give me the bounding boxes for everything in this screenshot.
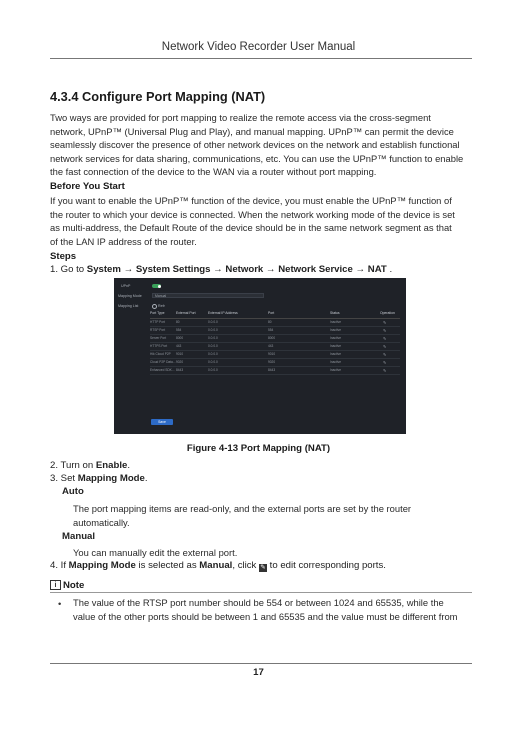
- nat-settings-screenshot: [114, 278, 406, 434]
- external-port-cell: 8443: [176, 368, 184, 372]
- save-button[interactable]: Save: [151, 419, 173, 425]
- step-2-prefix: 2. Turn on: [50, 460, 96, 471]
- step-3-suffix: .: [144, 473, 148, 484]
- status-cell: Inactive: [330, 344, 341, 348]
- manual-heading: Manual: [62, 531, 96, 542]
- edit-icon[interactable]: ✎: [383, 368, 387, 373]
- status-cell: Inactive: [330, 328, 341, 332]
- before-start-paragraph: [50, 194, 472, 248]
- step-2-suffix: .: [127, 460, 131, 471]
- external-port-cell: 9020: [176, 360, 184, 364]
- step-3-bold: Mapping Mode: [77, 473, 145, 484]
- before-start-line: of the LAN IP address of the router.: [50, 235, 197, 247]
- table-row: [150, 359, 400, 367]
- intro-line: Two ways are provided for port mapping to realize the remote access via the cross-segment: [50, 112, 431, 123]
- col-external-ip: External IP Address: [208, 311, 238, 315]
- step-4: [50, 559, 480, 572]
- external-ip-cell: 0.0.0.0: [208, 360, 218, 364]
- upnp-label: UPnP: [121, 284, 131, 288]
- port-cell: 9010: [268, 352, 276, 356]
- port-type-cell: HTTPS Port: [150, 344, 168, 348]
- page-header: Network Video Recorder User Manual: [161, 41, 356, 53]
- external-port-cell: 554: [176, 328, 182, 332]
- step-2-bold: Enable: [95, 460, 128, 471]
- status-cell: Inactive: [330, 336, 341, 340]
- step-3-prefix: 3. Set: [50, 473, 78, 484]
- step-1-prefix: 1. Go to: [50, 264, 87, 275]
- auto-heading: Auto: [62, 486, 84, 497]
- intro-paragraph: [50, 111, 472, 179]
- before-start-heading: Before You Start: [50, 181, 125, 192]
- port-cell: 8443: [268, 368, 276, 372]
- mapping-mode-select[interactable]: Manual: [152, 293, 264, 298]
- footer-rule: [50, 663, 472, 664]
- refresh-radio[interactable]: [152, 304, 157, 309]
- step-4-mid2: , click: [232, 560, 260, 571]
- external-ip-cell: 0.0.0.0: [208, 344, 218, 348]
- before-start-line: the router to which your device is connected. When the network working mode of the device is set: [50, 208, 455, 220]
- before-start-line: as multi-address, the Default Route of the device should be in the same network segment as that: [50, 222, 452, 233]
- note-label: Note: [63, 580, 85, 591]
- edit-icon[interactable]: ✎: [383, 328, 387, 333]
- port-cell: 554: [268, 328, 274, 332]
- port-cell: 80: [268, 320, 272, 324]
- before-start-line: If you want to enable the UPnP™ function of the device, you must enable the UPnP™ function of: [50, 195, 452, 206]
- step-4-bold-mode: Mapping Mode: [68, 560, 136, 571]
- external-ip-cell: 0.0.0.0: [208, 368, 218, 372]
- table-row: [150, 351, 400, 359]
- header-rule: [50, 58, 472, 59]
- step-2: [50, 459, 480, 472]
- note-line: The value of the RTSP port number should be 554 or between 1024 and 65535, while the: [73, 597, 444, 608]
- table-row: [150, 367, 400, 375]
- step-4-mid: is selected as: [135, 560, 200, 571]
- intro-line: seamlessly discover the presence of other network devices on the network and establish functional: [50, 139, 460, 150]
- mapping-mode-label: Mapping Mode: [118, 294, 142, 298]
- external-port-cell: 80: [176, 320, 180, 324]
- col-status: Status: [330, 311, 340, 315]
- status-cell: Inactive: [330, 320, 341, 324]
- step-4-bold-manual: Manual: [199, 560, 233, 571]
- port-type-cell: Enhanced SDK...: [150, 368, 175, 372]
- port-type-cell: RTSP Port: [150, 328, 166, 332]
- page-number: 17: [253, 667, 264, 678]
- port-type-cell: Server Port: [150, 336, 167, 340]
- intro-line: network, UPnP™ (Universal Plug and Play), and manual mapping. UPnP™ can permit the device: [50, 125, 454, 137]
- intro-line: the fast connection of the device to the WAN via a router without port mapping.: [50, 166, 377, 177]
- step-1: [50, 263, 480, 276]
- mapping-list-label: Mapping List: [118, 304, 139, 308]
- edit-icon[interactable]: ✎: [383, 344, 387, 349]
- note-line: value of the other ports should be between 1 and 65535 and the value must be different from: [73, 610, 458, 622]
- external-ip-cell: 0.0.0.0: [208, 336, 218, 340]
- external-ip-cell: 0.0.0.0: [208, 328, 218, 332]
- port-type-cell: HTTP Port: [150, 320, 165, 324]
- figure-caption: Figure 4-13 Port Mapping (NAT): [186, 443, 331, 454]
- note-text: [73, 596, 473, 623]
- note-icon: i: [50, 580, 61, 590]
- col-port: Port: [268, 311, 275, 315]
- step-4-suffix: to edit corresponding ports.: [267, 560, 386, 571]
- note-rule: [50, 592, 472, 593]
- external-ip-cell: 0.0.0.0: [208, 320, 218, 324]
- external-port-cell: 8000: [176, 336, 184, 340]
- manual-line: You can manually edit the external port.: [73, 547, 238, 558]
- step-3: [50, 472, 480, 485]
- external-port-cell: 9010: [176, 352, 184, 356]
- table-row: [150, 319, 400, 327]
- step-1-suffix: .: [386, 264, 393, 275]
- status-cell: Inactive: [330, 368, 341, 372]
- col-external-port: External Port: [176, 311, 196, 315]
- steps-heading: Steps: [50, 251, 77, 262]
- edit-icon[interactable]: ✎: [383, 320, 387, 325]
- external-ip-cell: 0.0.0.0: [208, 352, 218, 356]
- table-row: [150, 343, 400, 351]
- port-type-cell: Cloud P2P Data...: [150, 360, 176, 364]
- step-4-prefix: 4. If: [50, 560, 69, 571]
- bullet-icon: •: [58, 598, 62, 609]
- upnp-toggle[interactable]: [152, 284, 161, 288]
- table-row: [150, 327, 400, 335]
- auto-line: automatically.: [73, 516, 130, 528]
- table-header-row: [150, 311, 400, 319]
- port-cell: 9020: [268, 360, 276, 364]
- edit-icon[interactable]: ✎: [383, 352, 387, 357]
- status-cell: Inactive: [330, 352, 341, 356]
- edit-icon[interactable]: ✎: [383, 336, 387, 341]
- intro-line: network services for data sharing, communications, etc. You can use the UPnP™ function to enable: [50, 152, 464, 164]
- auto-line: The port mapping items are read-only, and the external ports are set by the router: [73, 503, 412, 514]
- port-type-cell: Hik Cloud P2P: [150, 352, 171, 356]
- port-cell: 443: [268, 344, 274, 348]
- table-row: [150, 335, 400, 343]
- section-title: 4.3.4 Configure Port Mapping (NAT): [50, 89, 266, 104]
- port-cell: 8000: [268, 336, 276, 340]
- col-operation: Operation: [380, 311, 395, 315]
- edit-icon[interactable]: ✎: [383, 360, 387, 365]
- manual-description: [73, 546, 473, 560]
- col-port-type: Port Type: [150, 311, 165, 315]
- refresh-label: Refr: [158, 304, 165, 308]
- external-port-cell: 443: [176, 344, 182, 348]
- edit-icon: ✎: [260, 564, 266, 571]
- status-cell: Inactive: [330, 360, 341, 364]
- step-1-path: System → System Settings → Network → Network Service → NAT: [86, 264, 387, 275]
- auto-description: [73, 502, 473, 529]
